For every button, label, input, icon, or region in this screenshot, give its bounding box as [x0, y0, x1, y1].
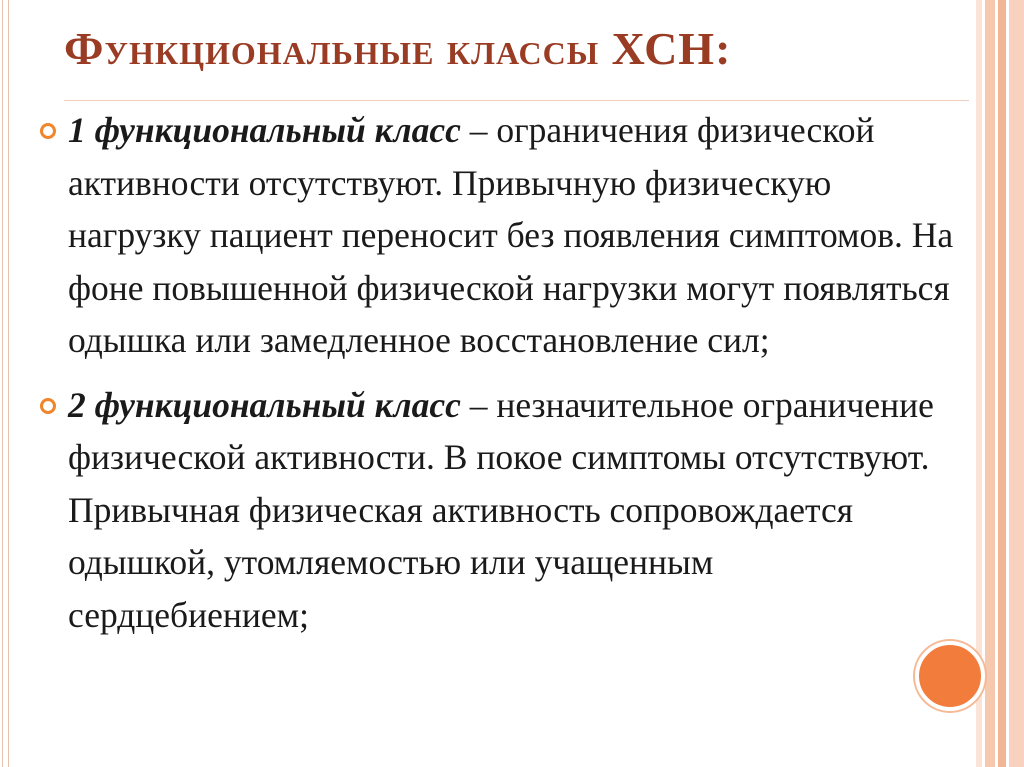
decorative-circle-icon [915, 641, 985, 711]
item-term: 1 функциональный класс [68, 110, 461, 150]
list-item [38, 104, 958, 367]
list-item [38, 379, 958, 642]
slide-title: Функциональные классы ХСН: [64, 23, 732, 74]
stripe [1009, 0, 1024, 767]
bullet-ring-icon [40, 123, 56, 139]
item-text: – ограничения физической активности отсутствуют. Привычную физическую нагрузку пациент переносит без появления симптомов. На фоне повышенной физической нагрузки могут появляться одышка или замедленное восстановление сил; [68, 110, 954, 360]
bullet-ring-icon [40, 398, 56, 414]
decorative-stripes [976, 0, 1024, 767]
title-divider [64, 100, 969, 101]
left-border-line-inner [8, 0, 9, 767]
stripe [985, 0, 995, 767]
bullet-list [38, 104, 958, 641]
item-text: – незначительное ограничение физической активности. В покое симптомы отсутствуют. Привычная физическая активность сопровождается одышкой, утомляемостью или учащенным сердцебиением; [68, 384, 934, 635]
item-term: 2 функциональный класс [68, 384, 461, 425]
left-border-line [2, 0, 3, 767]
stripe [998, 0, 1006, 767]
